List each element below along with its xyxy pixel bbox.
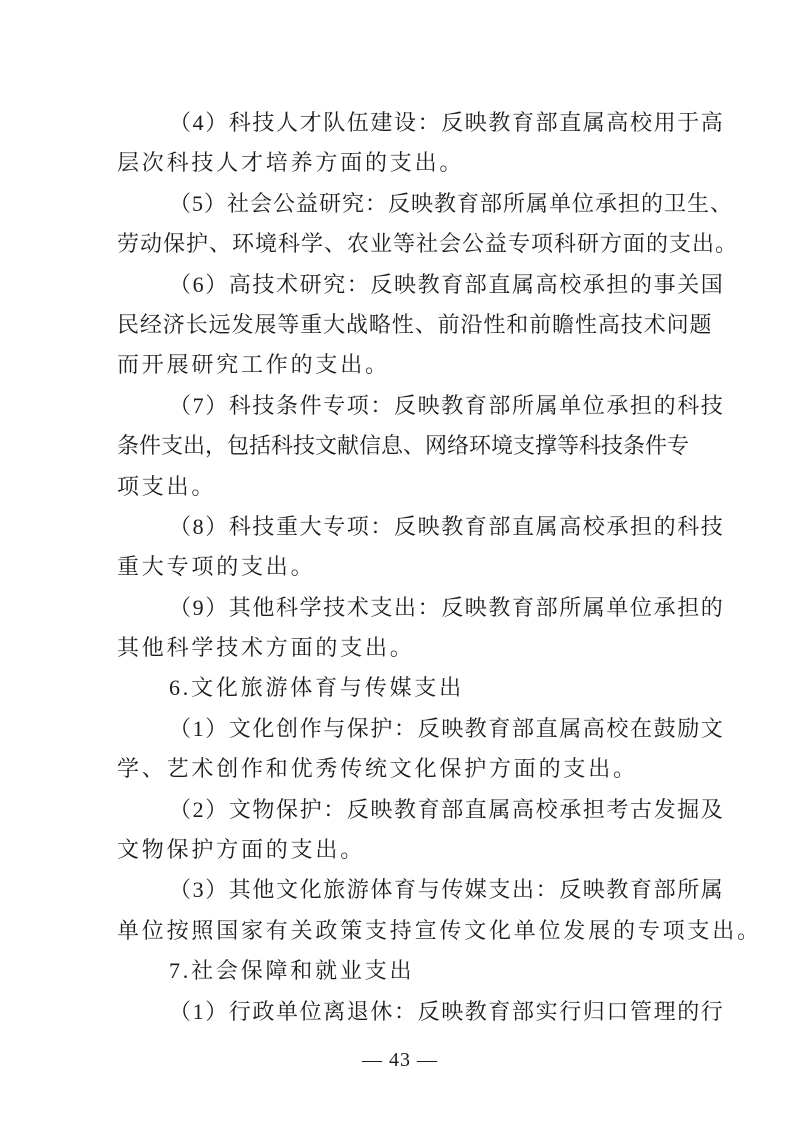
text-line: （8）科技重大专项：反映教育部直属高校承担的科技 [169,513,725,539]
text-line: 层次科技人才培养方面的支出。 [117,150,465,176]
page-number: — 43 — [362,1049,438,1071]
text-line: （7）科技条件专项：反映教育部所属单位承担的科技 [169,392,725,418]
text-line: 条件支出，包括科技文献信息、网络环境支撑等科技条件专 [117,433,690,459]
text-line: （4）科技人才队伍建设：反映教育部直属高校用于高 [169,110,725,135]
text-line: 民经济长远发展等重大战略性、前沿性和前瞻性高技术问题 [117,311,713,337]
text-line: 其他科学技术方面的支出。 [117,635,415,661]
section-heading: 6.文化旅游体育与传媒支出 [169,675,464,701]
text-line: （1）文化创作与保护：反映教育部直属高校在鼓励文 [169,715,725,741]
text-line: （1）行政单位离退休：反映教育部实行归口管理的行 [169,998,725,1024]
text-line: 单位按照国家有关政策支持宣传文化单位发展的专项支出。 [117,917,762,943]
text-line: 文物保护方面的支出。 [117,837,366,863]
text-line: （3）其他文化旅游体育与传媒支出：反映教育部所属 [169,877,725,903]
text-line: （2）文物保护：反映教育部直属高校承担考古发掘及 [169,796,725,822]
text-line: 而开展研究工作的支出。 [117,352,390,378]
text-line: 劳动保护、环境科学、农业等社会公益专项科研方面的支出。 [117,231,739,257]
text-line: 学、艺术创作和优秀传统文化保护方面的支出。 [117,756,638,782]
text-line: 重大专项的支出。 [117,554,316,580]
section-heading: 7.社会保障和就业支出 [169,958,415,984]
text-line: （9）其他科学技术支出：反映教育部所属单位承担的 [169,594,725,620]
text-line: 项支出。 [117,473,217,499]
text-block [117,103,762,1032]
text-line: （5）社会公益研究：反映教育部所属单位承担的卫生、 [169,190,734,216]
text-line: （6）高技术研究：反映教育部直属高校承担的事关国 [169,271,725,297]
